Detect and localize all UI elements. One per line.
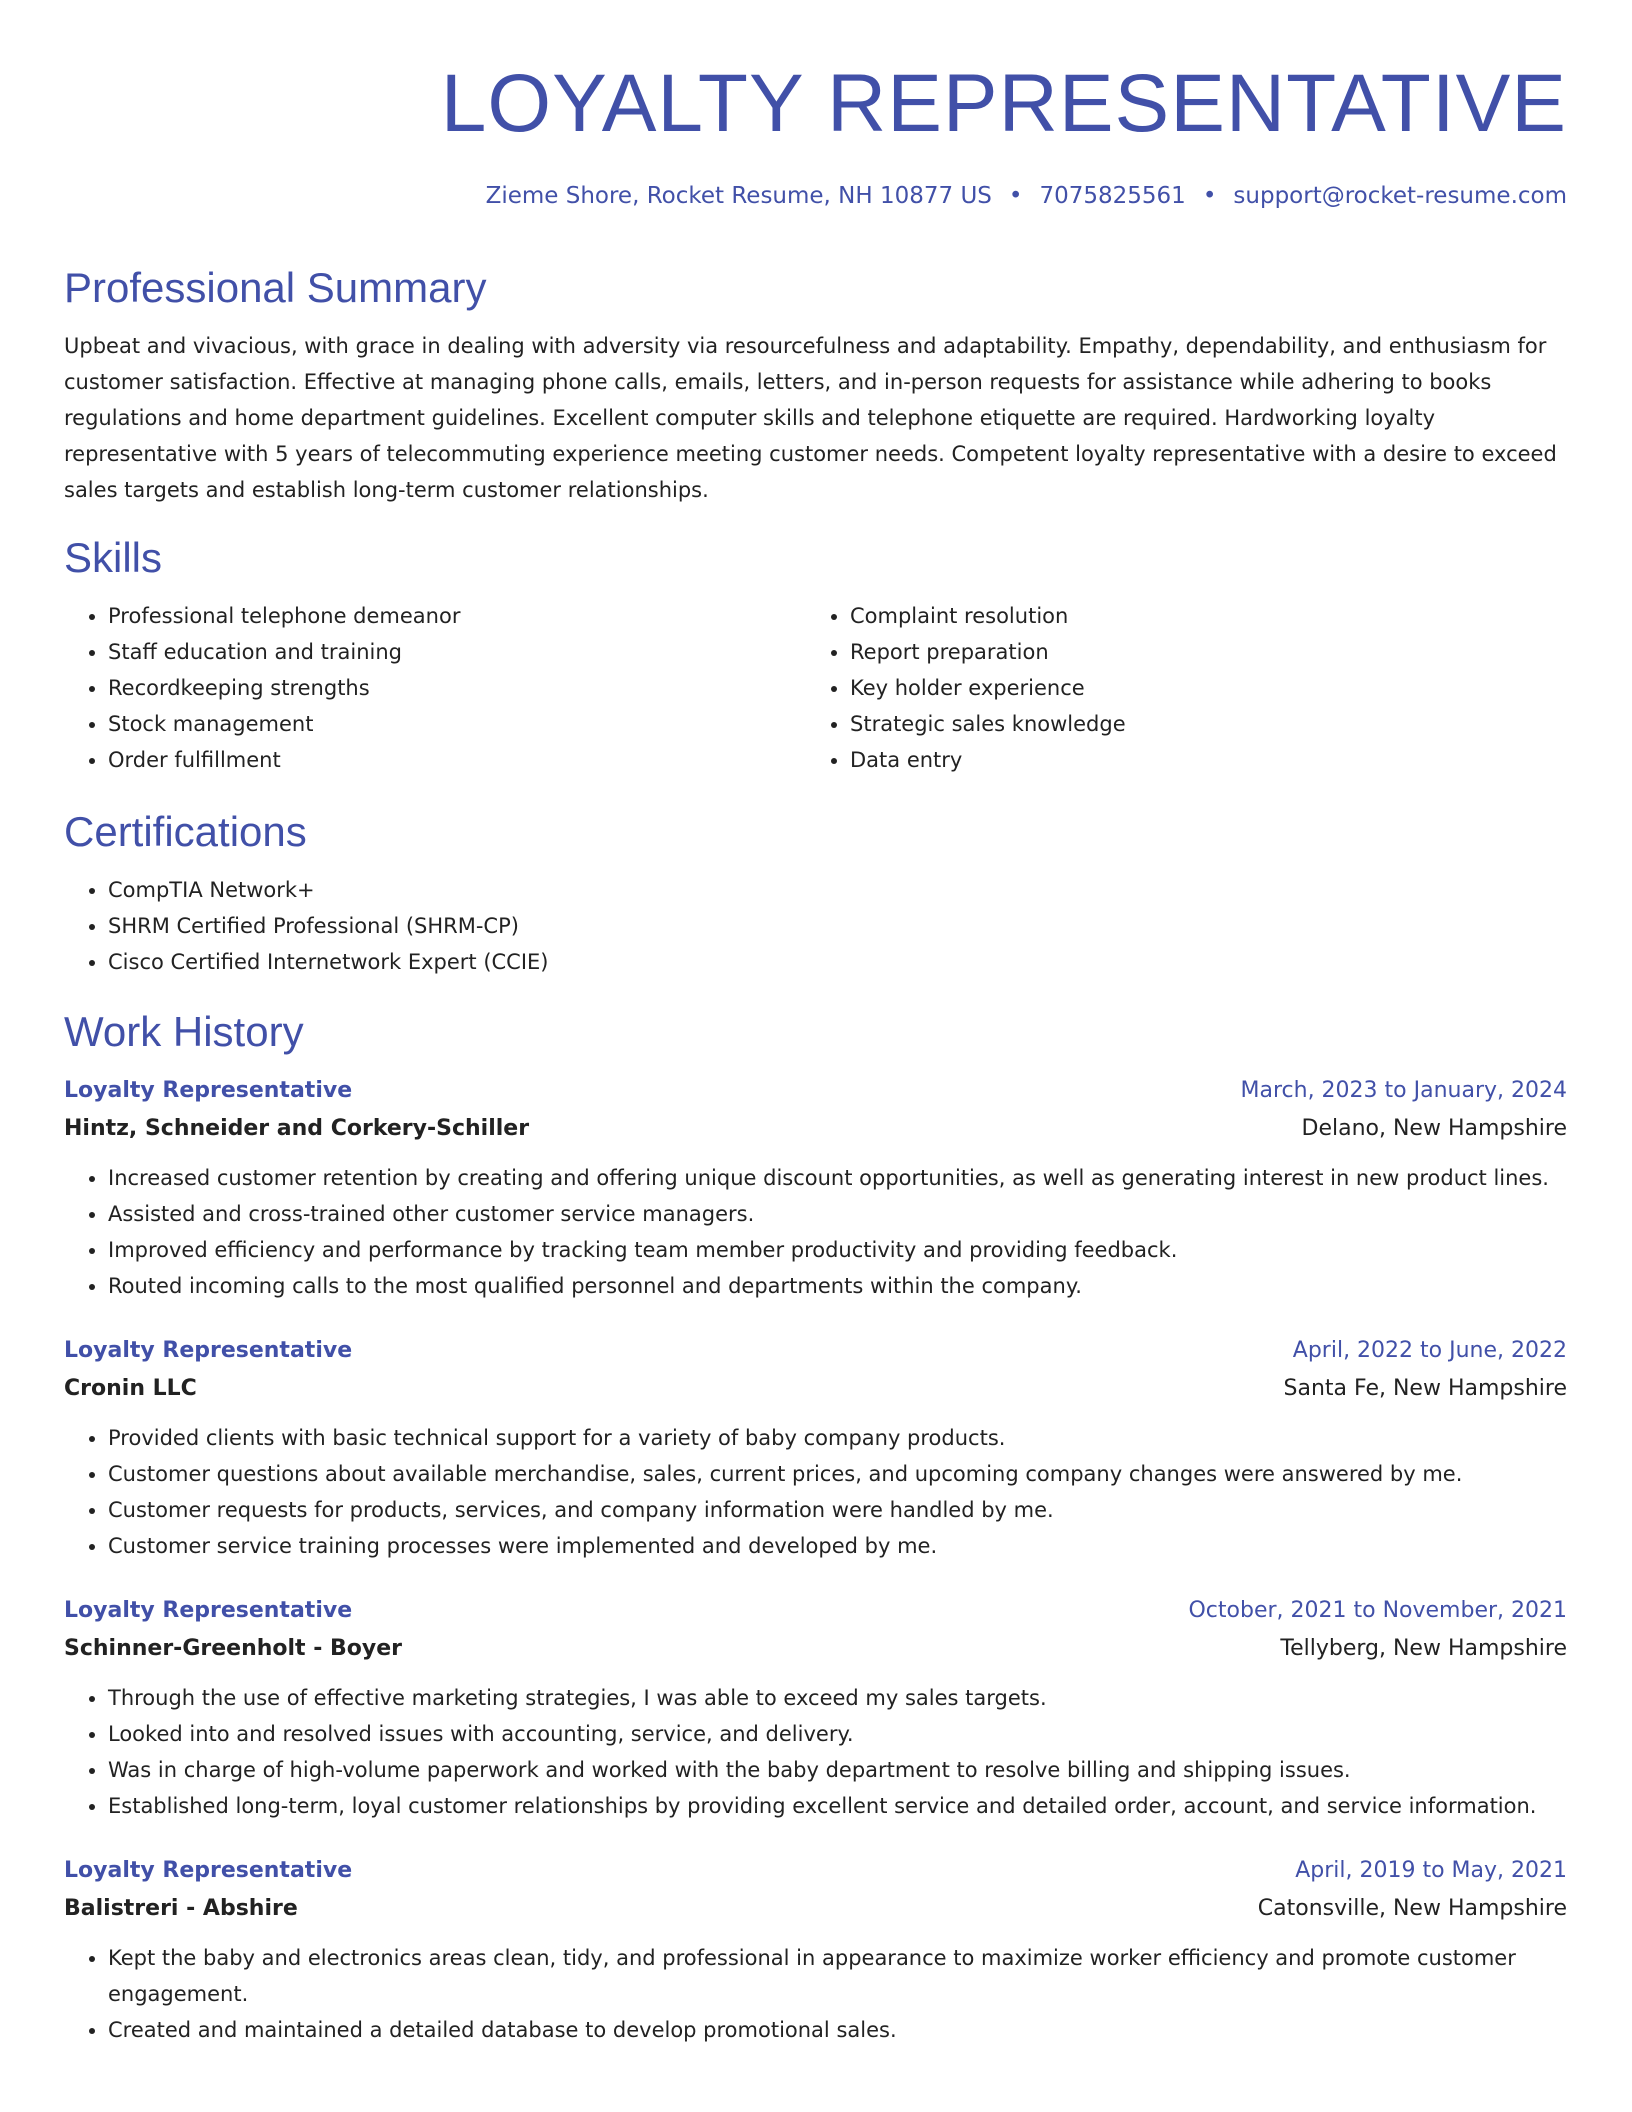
- job-bullet: • Looked into and resolved issues with accounting, service, and delivery.: [108, 1716, 1567, 1752]
- job-company-row: [64, 1110, 1567, 1148]
- job-bullet: • Was in charge of high-volume paperwork and worked with the baby department to resolve billing and shipping issues.: [108, 1752, 1567, 1788]
- skill-item: • Order fulfillment: [108, 742, 806, 778]
- job-title: Loyalty Representative: [64, 1338, 353, 1363]
- summary-heading: Professional Summary: [64, 264, 487, 311]
- job-entry: [64, 1332, 1567, 1564]
- contact-separator: •: [1008, 183, 1023, 209]
- summary-text: Upbeat and vivacious, with grace in dealing with adversity via resourcefulness and adaptability. Empathy, dependability, and enthusiasm for customer satisfaction. Effective at managing phone calls, emails, letters, and in-person requests for assistance while adhering to books regulations and home department guidelines. Excellent computer skills and telephone etiquette are required. Hardworking loyalty representative with 5 years of telecommuting experience meeting customer needs. Competent loyalty representative with a desire to exceed sales targets and establish long-term customer relationships.: [64, 334, 1557, 502]
- skills-list-right: [806, 598, 1548, 778]
- skill-item: • Professional telephone demeanor: [108, 598, 806, 634]
- job-bullet: • Created and maintained a detailed database to develop promotional sales.: [108, 2012, 1567, 2048]
- skill-item: • Key holder experience: [850, 670, 1548, 706]
- job-title-row: [64, 1852, 1567, 1890]
- job-company-row: [64, 1890, 1567, 1928]
- job-bullet: • Improved efficiency and performance by tracking team member productivity and providing feedback.: [108, 1232, 1567, 1268]
- resume-name: LOYALTY REPRESENTATIVE: [440, 58, 1567, 149]
- job-bullet: • Assisted and cross-trained other customer service managers.: [108, 1196, 1567, 1232]
- contact-separator: •: [1202, 183, 1217, 209]
- job-dates: April, 2022 to June, 2022: [1292, 1338, 1567, 1363]
- job-title: Loyalty Representative: [64, 1598, 353, 1623]
- job-bullet: • Customer questions about available merchandise, sales, current prices, and upcoming company changes were answered by me.: [108, 1456, 1567, 1492]
- job-entry: [64, 1592, 1567, 1824]
- job-entry: [64, 1852, 1567, 2048]
- job-bullet: • Kept the baby and electronics areas clean, tidy, and professional in appearance to maximize worker efficiency and promote customer engagement.: [108, 1940, 1567, 2012]
- job-company: Cronin LLC: [64, 1376, 197, 1401]
- job-company: Hintz, Schneider and Corkery-Schiller: [64, 1116, 530, 1141]
- skill-item: • Report preparation: [850, 634, 1548, 670]
- job-bullet: • Through the use of effective marketing strategies, I was able to exceed my sales targets.: [108, 1680, 1567, 1716]
- job-location: Tellyberg, New Hampshire: [1280, 1636, 1567, 1661]
- job-location: Catonsville, New Hampshire: [1257, 1896, 1567, 1921]
- certification-item: • Cisco Certified Internetwork Expert (CCIE): [108, 944, 1567, 980]
- skills-heading: Skills: [64, 534, 163, 581]
- contact-email[interactable]: support@rocket-resume.com: [1233, 183, 1567, 209]
- job-bullet: • Increased customer retention by creating and offering unique discount opportunities, as well as generating interest in new product lines.: [108, 1160, 1567, 1196]
- certification-item: • SHRM Certified Professional (SHRM-CP): [108, 908, 1567, 944]
- job-company: Balistreri - Abshire: [64, 1896, 298, 1921]
- job-company-row: [64, 1370, 1567, 1408]
- job-bullets: [64, 1680, 1567, 1824]
- job-bullets: [64, 1940, 1567, 2048]
- skills-columns: [64, 598, 1567, 778]
- certifications-heading: Certifications: [64, 808, 307, 855]
- job-title-row: [64, 1332, 1567, 1370]
- job-bullet: • Routed incoming calls to the most qualified personnel and departments within the company.: [108, 1268, 1567, 1304]
- job-title-row: [64, 1592, 1567, 1630]
- contact-phone: 7075825561: [1039, 183, 1186, 209]
- skills-section: [64, 532, 1567, 778]
- job-bullet: • Customer service training processes were implemented and developed by me.: [108, 1528, 1567, 1564]
- job-dates: October, 2021 to November, 2021: [1188, 1598, 1567, 1623]
- certifications-section: [64, 806, 1567, 980]
- job-dates: April, 2019 to May, 2021: [1295, 1858, 1567, 1883]
- skill-item: • Stock management: [108, 706, 806, 742]
- job-bullet: • Provided clients with basic technical support for a variety of baby company products.: [108, 1420, 1567, 1456]
- job-bullet: • Established long-term, loyal customer relationships by providing excellent service and detailed order, account, and service information.: [108, 1788, 1567, 1824]
- job-bullets: [64, 1160, 1567, 1304]
- certifications-list: [64, 872, 1567, 980]
- contact-address: Zieme Shore, Rocket Resume, NH 10877 US: [485, 183, 992, 209]
- job-bullet: • Customer requests for products, services, and company information were handled by me.: [108, 1492, 1567, 1528]
- job-title: Loyalty Representative: [64, 1858, 353, 1883]
- job-title: Loyalty Representative: [64, 1078, 353, 1103]
- job-entry: [64, 1072, 1567, 1304]
- job-company: Schinner-Greenholt - Boyer: [64, 1636, 403, 1661]
- job-location: Santa Fe, New Hampshire: [1283, 1376, 1567, 1401]
- skill-item: • Data entry: [850, 742, 1548, 778]
- job-location: Delano, New Hampshire: [1301, 1116, 1567, 1141]
- job-title-row: [64, 1072, 1567, 1110]
- work-history-section: [64, 1006, 1567, 2048]
- resume-body: [64, 262, 1567, 2076]
- job-dates: March, 2023 to January, 2024: [1240, 1078, 1567, 1103]
- skills-list-left: [64, 598, 806, 778]
- job-company-row: [64, 1630, 1567, 1668]
- work-history-heading: Work History: [64, 1008, 304, 1055]
- certification-item: • CompTIA Network+: [108, 872, 1567, 908]
- skill-item: • Complaint resolution: [850, 598, 1548, 634]
- skill-item: • Staff education and training: [108, 634, 806, 670]
- skill-item: • Strategic sales knowledge: [850, 706, 1548, 742]
- summary-section: [64, 262, 1567, 508]
- job-bullets: [64, 1420, 1567, 1564]
- contact-line: [486, 180, 1567, 212]
- skill-item: • Recordkeeping strengths: [108, 670, 806, 706]
